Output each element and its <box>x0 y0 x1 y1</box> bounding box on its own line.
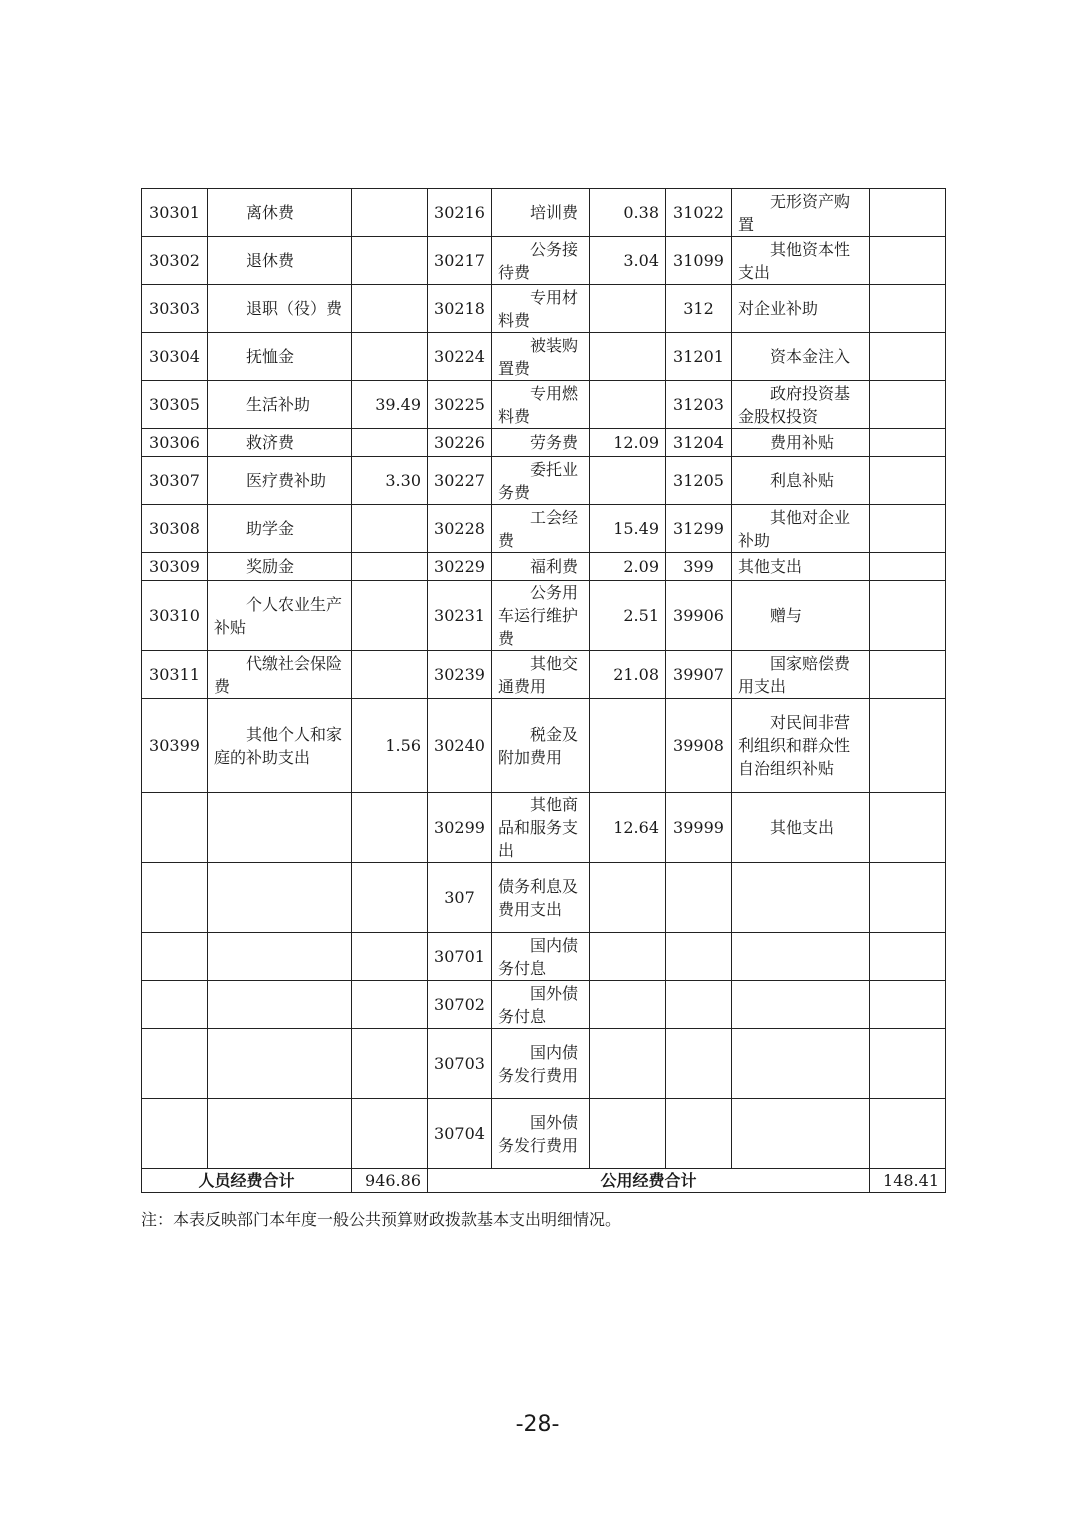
group2-code-cell: 307 <box>428 863 492 933</box>
group2-name-cell: 委托业务费 <box>492 457 590 505</box>
group3-code-cell: 31201 <box>666 333 732 381</box>
group3-code-cell <box>666 1029 732 1099</box>
group3-code-cell: 31204 <box>666 429 732 457</box>
group2-code-cell: 30216 <box>428 189 492 237</box>
group2-code-cell: 30240 <box>428 699 492 793</box>
group3-code-cell: 399 <box>666 553 732 581</box>
group2-name-cell: 其他交通费用 <box>492 651 590 699</box>
group1-code-cell: 30308 <box>142 505 208 553</box>
group3-name-cell: 资本金注入 <box>732 333 870 381</box>
group2-name-cell: 国内债务付息 <box>492 933 590 981</box>
group3-code-cell: 31203 <box>666 381 732 429</box>
table-row <box>142 1099 946 1169</box>
group2-code-cell: 30224 <box>428 333 492 381</box>
group3-code-cell: 312 <box>666 285 732 333</box>
group2-code-cell: 30703 <box>428 1029 492 1099</box>
group1-amount-cell: 1.56 <box>352 699 428 793</box>
group3-amount-cell <box>870 505 946 553</box>
group3-name-cell: 政府投资基金股权投资 <box>732 381 870 429</box>
group2-name-cell: 公务接待费 <box>492 237 590 285</box>
group2-name-cell: 税金及附加费用 <box>492 699 590 793</box>
group2-name-cell: 其他商品和服务支出 <box>492 793 590 863</box>
table-row <box>142 381 946 429</box>
expenditure-detail-table <box>141 188 946 1193</box>
group1-name-cell: 离休费 <box>208 189 352 237</box>
group1-code-cell <box>142 1029 208 1099</box>
group2-amount-cell: 12.64 <box>590 793 666 863</box>
personnel-total-value: 946.86 <box>352 1169 428 1193</box>
group1-name-cell <box>208 1029 352 1099</box>
group1-amount-cell <box>352 981 428 1029</box>
group1-name-cell: 医疗费补助 <box>208 457 352 505</box>
group1-name-cell <box>208 863 352 933</box>
group1-amount-cell <box>352 651 428 699</box>
group2-name-cell: 国外债务付息 <box>492 981 590 1029</box>
group1-code-cell: 30310 <box>142 581 208 651</box>
group3-name-cell <box>732 933 870 981</box>
group3-amount-cell <box>870 699 946 793</box>
group1-code-cell: 30304 <box>142 333 208 381</box>
group3-name-cell <box>732 981 870 1029</box>
group3-amount-cell <box>870 933 946 981</box>
group2-amount-cell: 3.04 <box>590 237 666 285</box>
group1-name-cell: 救济费 <box>208 429 352 457</box>
group2-name-cell: 国内债务发行费用 <box>492 1029 590 1099</box>
group3-amount-cell <box>870 581 946 651</box>
group2-amount-cell: 0.38 <box>590 189 666 237</box>
group3-amount-cell <box>870 1099 946 1169</box>
group1-code-cell: 30305 <box>142 381 208 429</box>
group3-name-cell: 其他支出 <box>732 553 870 581</box>
group3-code-cell: 31022 <box>666 189 732 237</box>
group2-code-cell: 30226 <box>428 429 492 457</box>
group2-name-cell: 劳务费 <box>492 429 590 457</box>
group2-amount-cell: 21.08 <box>590 651 666 699</box>
table-row <box>142 429 946 457</box>
group2-amount-cell <box>590 933 666 981</box>
group2-name-cell: 专用材料费 <box>492 285 590 333</box>
group1-code-cell: 30303 <box>142 285 208 333</box>
group3-name-cell: 费用补贴 <box>732 429 870 457</box>
public-total-label: 公用经费合计 <box>428 1169 870 1193</box>
group1-amount-cell <box>352 189 428 237</box>
group2-name-cell: 公务用车运行维护费 <box>492 581 590 651</box>
group2-name-cell: 工会经费 <box>492 505 590 553</box>
group3-code-cell: 39906 <box>666 581 732 651</box>
group3-amount-cell <box>870 1029 946 1099</box>
table-row <box>142 553 946 581</box>
group1-amount-cell <box>352 505 428 553</box>
table-row <box>142 333 946 381</box>
group2-amount-cell <box>590 381 666 429</box>
group3-name-cell <box>732 1099 870 1169</box>
group2-amount-cell <box>590 981 666 1029</box>
table-row <box>142 505 946 553</box>
group1-amount-cell <box>352 237 428 285</box>
group2-amount-cell: 15.49 <box>590 505 666 553</box>
group1-code-cell: 30306 <box>142 429 208 457</box>
table-note: 注：本表反映部门本年度一般公共预算财政拨款基本支出明细情况。 <box>141 1210 622 1229</box>
group1-name-cell: 其他个人和家庭的补助支出 <box>208 699 352 793</box>
group1-code-cell <box>142 793 208 863</box>
group2-code-cell: 30229 <box>428 553 492 581</box>
group3-name-cell <box>732 863 870 933</box>
group2-code-cell: 30228 <box>428 505 492 553</box>
group3-amount-cell <box>870 863 946 933</box>
group3-name-cell: 其他对企业补助 <box>732 505 870 553</box>
group1-code-cell: 30307 <box>142 457 208 505</box>
totals-row <box>142 1169 946 1193</box>
group1-amount-cell <box>352 429 428 457</box>
group1-code-cell <box>142 863 208 933</box>
group3-code-cell: 39907 <box>666 651 732 699</box>
group3-code-cell: 31099 <box>666 237 732 285</box>
group1-amount-cell: 3.30 <box>352 457 428 505</box>
group3-name-cell: 赠与 <box>732 581 870 651</box>
page-number: -28- <box>515 1412 560 1437</box>
table-row <box>142 651 946 699</box>
group3-code-cell: 31205 <box>666 457 732 505</box>
group2-amount-cell <box>590 1099 666 1169</box>
group2-code-cell: 30217 <box>428 237 492 285</box>
group1-code-cell <box>142 981 208 1029</box>
group2-amount-cell <box>590 285 666 333</box>
group2-code-cell: 30704 <box>428 1099 492 1169</box>
group1-name-cell: 个人农业生产补贴 <box>208 581 352 651</box>
group3-name-cell <box>732 1029 870 1099</box>
table-row <box>142 863 946 933</box>
table-row <box>142 1029 946 1099</box>
group1-amount-cell <box>352 553 428 581</box>
group3-code-cell: 39908 <box>666 699 732 793</box>
group2-amount-cell <box>590 1029 666 1099</box>
group1-code-cell: 30309 <box>142 553 208 581</box>
group2-name-cell: 被装购置费 <box>492 333 590 381</box>
group1-name-cell <box>208 1099 352 1169</box>
group3-name-cell: 无形资产购置 <box>732 189 870 237</box>
table-row <box>142 285 946 333</box>
group3-code-cell: 31299 <box>666 505 732 553</box>
group3-name-cell: 对民间非营利组织和群众性自治组织补贴 <box>732 699 870 793</box>
group1-amount-cell <box>352 933 428 981</box>
group3-code-cell <box>666 1099 732 1169</box>
group1-name-cell: 奖励金 <box>208 553 352 581</box>
group2-code-cell: 30702 <box>428 981 492 1029</box>
group1-amount-cell <box>352 333 428 381</box>
group2-amount-cell: 2.51 <box>590 581 666 651</box>
group3-code-cell <box>666 933 732 981</box>
group2-name-cell: 专用燃料费 <box>492 381 590 429</box>
group3-name-cell: 其他资本性支出 <box>732 237 870 285</box>
group1-code-cell: 30302 <box>142 237 208 285</box>
group2-amount-cell: 2.09 <box>590 553 666 581</box>
group1-code-cell: 30311 <box>142 651 208 699</box>
group3-name-cell: 利息补贴 <box>732 457 870 505</box>
table-row <box>142 237 946 285</box>
group3-amount-cell <box>870 189 946 237</box>
table-row <box>142 699 946 793</box>
group3-amount-cell <box>870 553 946 581</box>
group1-name-cell <box>208 981 352 1029</box>
table-row <box>142 793 946 863</box>
group1-name-cell: 退职（役）费 <box>208 285 352 333</box>
group2-code-cell: 30231 <box>428 581 492 651</box>
table-row <box>142 457 946 505</box>
table-row <box>142 581 946 651</box>
public-total-value: 148.41 <box>870 1169 946 1193</box>
group1-code-cell: 30399 <box>142 699 208 793</box>
group1-name-cell: 抚恤金 <box>208 333 352 381</box>
group1-code-cell <box>142 1099 208 1169</box>
group1-amount-cell: 39.49 <box>352 381 428 429</box>
group2-code-cell: 30225 <box>428 381 492 429</box>
group2-code-cell: 30218 <box>428 285 492 333</box>
group2-code-cell: 30701 <box>428 933 492 981</box>
group1-amount-cell <box>352 793 428 863</box>
group2-amount-cell <box>590 699 666 793</box>
group1-code-cell <box>142 933 208 981</box>
group3-name-cell: 对企业补助 <box>732 285 870 333</box>
group1-amount-cell <box>352 581 428 651</box>
group2-amount-cell <box>590 863 666 933</box>
group2-name-cell: 福利费 <box>492 553 590 581</box>
group1-name-cell <box>208 933 352 981</box>
group3-name-cell: 国家赔偿费用支出 <box>732 651 870 699</box>
table-row <box>142 189 946 237</box>
table-row <box>142 933 946 981</box>
group3-amount-cell <box>870 981 946 1029</box>
table-row <box>142 981 946 1029</box>
group3-amount-cell <box>870 237 946 285</box>
group3-code-cell <box>666 981 732 1029</box>
group2-code-cell: 30299 <box>428 793 492 863</box>
group3-amount-cell <box>870 457 946 505</box>
group1-amount-cell <box>352 285 428 333</box>
group1-amount-cell <box>352 863 428 933</box>
group1-name-cell <box>208 793 352 863</box>
group3-name-cell: 其他支出 <box>732 793 870 863</box>
personnel-total-label: 人员经费合计 <box>142 1169 352 1193</box>
group2-code-cell: 30239 <box>428 651 492 699</box>
group3-code-cell <box>666 863 732 933</box>
group2-code-cell: 30227 <box>428 457 492 505</box>
group1-amount-cell <box>352 1099 428 1169</box>
group2-amount-cell <box>590 457 666 505</box>
group1-name-cell: 生活补助 <box>208 381 352 429</box>
group3-amount-cell <box>870 429 946 457</box>
group2-amount-cell: 12.09 <box>590 429 666 457</box>
group3-amount-cell <box>870 793 946 863</box>
group1-name-cell: 退休费 <box>208 237 352 285</box>
group3-amount-cell <box>870 333 946 381</box>
group2-amount-cell <box>590 333 666 381</box>
group2-name-cell: 国外债务发行费用 <box>492 1099 590 1169</box>
group1-name-cell: 代缴社会保险费 <box>208 651 352 699</box>
group3-amount-cell <box>870 285 946 333</box>
group1-code-cell: 30301 <box>142 189 208 237</box>
group2-name-cell: 债务利息及费用支出 <box>492 863 590 933</box>
group2-name-cell: 培训费 <box>492 189 590 237</box>
group3-amount-cell <box>870 381 946 429</box>
group1-name-cell: 助学金 <box>208 505 352 553</box>
group3-amount-cell <box>870 651 946 699</box>
group1-amount-cell <box>352 1029 428 1099</box>
group3-code-cell: 39999 <box>666 793 732 863</box>
